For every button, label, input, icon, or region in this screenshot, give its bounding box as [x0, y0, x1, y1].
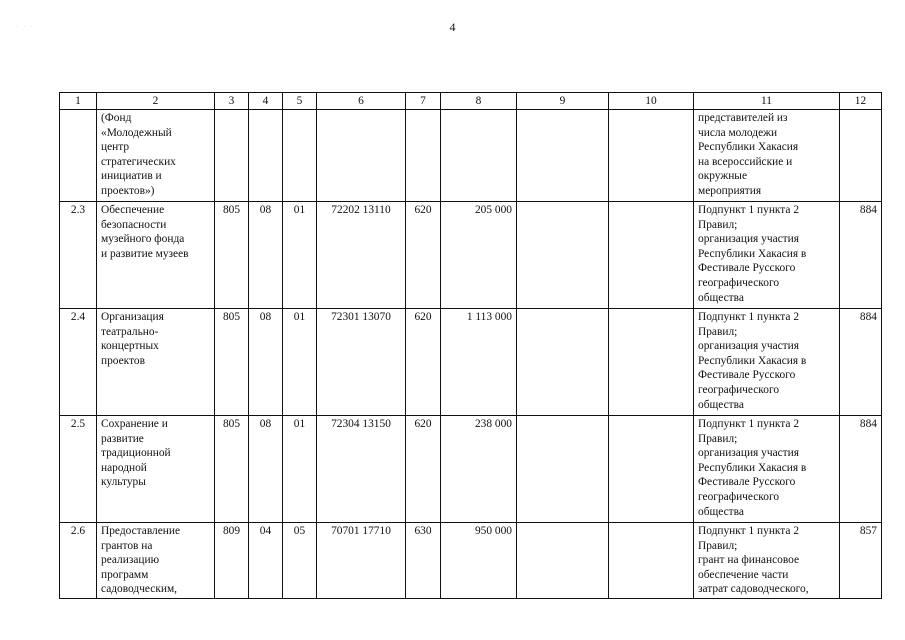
col-header-12: 12 [840, 93, 882, 110]
basis-text: представителей из числа молодежи Республики Хакасия на всероссийские и окружные мероприятия [694, 110, 840, 202]
code-3: 805 [215, 202, 249, 309]
col-12-value: 884 [840, 416, 882, 523]
event-name: Организация театрально- концертных проектов [97, 309, 215, 416]
code-5: 01 [283, 416, 317, 523]
code-6: 72202 13110 [317, 202, 406, 309]
code-4: 08 [249, 309, 283, 416]
code-5: 01 [283, 309, 317, 416]
table-row [60, 523, 882, 599]
basis-text: Подпункт 1 пункта 2 Правил; организация участия Республики Хакасия в Фестивале Русского географического общества [694, 309, 840, 416]
col-header-8: 8 [441, 93, 517, 110]
row-number: 2.4 [60, 309, 97, 416]
col-9-value [517, 202, 609, 309]
code-7 [406, 110, 441, 202]
code-7: 620 [406, 416, 441, 523]
col-10-value [609, 202, 694, 309]
col-10-value [609, 523, 694, 599]
col-header-2: 2 [97, 93, 215, 110]
code-7: 620 [406, 202, 441, 309]
code-4: 08 [249, 202, 283, 309]
event-name: Предоставление грантов на реализацию программ садоводческим, [97, 523, 215, 599]
page-number: 4 [449, 20, 456, 34]
col-header-9: 9 [517, 93, 609, 110]
code-3 [215, 110, 249, 202]
code-6: 72304 13150 [317, 416, 406, 523]
row-number: 2.3 [60, 202, 97, 309]
event-name: (Фонд «Молодежный центр стратегических инициатив и проектов») [97, 110, 215, 202]
col-12-value [840, 110, 882, 202]
col-9-value [517, 523, 609, 599]
amount: 238 000 [441, 416, 517, 523]
col-header-6: 6 [317, 93, 406, 110]
event-name: Обеспечение безопасности музейного фонда и развитие музеев [97, 202, 215, 309]
row-number: 2.5 [60, 416, 97, 523]
code-4: 04 [249, 523, 283, 599]
amount [441, 110, 517, 202]
code-4 [249, 110, 283, 202]
col-header-3: 3 [215, 93, 249, 110]
col-10-value [609, 416, 694, 523]
table-row [60, 202, 882, 309]
col-10-value [609, 110, 694, 202]
col-header-1: 1 [60, 93, 97, 110]
col-header-5: 5 [283, 93, 317, 110]
code-5: 05 [283, 523, 317, 599]
col-header-7: 7 [406, 93, 441, 110]
budget-table [59, 92, 882, 599]
col-12-value: 857 [840, 523, 882, 599]
basis-text: Подпункт 1 пункта 2 Правил; грант на финансовое обеспечение части затрат садоводческого, [694, 523, 840, 599]
code-3: 805 [215, 309, 249, 416]
amount: 1 113 000 [441, 309, 517, 416]
table-row [60, 110, 882, 202]
col-header-10: 10 [609, 93, 694, 110]
row-number [60, 110, 97, 202]
code-6: 70701 17710 [317, 523, 406, 599]
event-name: Сохранение и развитие традиционной народной культуры [97, 416, 215, 523]
code-6: 72301 13070 [317, 309, 406, 416]
col-9-value [517, 110, 609, 202]
col-10-value [609, 309, 694, 416]
scan-marks: · · · [16, 24, 35, 30]
table-row [60, 416, 882, 523]
basis-text: Подпункт 1 пункта 2 Правил; организация участия Республики Хакасия в Фестивале Русского географического общества [694, 416, 840, 523]
code-7: 630 [406, 523, 441, 599]
code-7: 620 [406, 309, 441, 416]
code-5: 01 [283, 202, 317, 309]
row-number: 2.6 [60, 523, 97, 599]
code-6 [317, 110, 406, 202]
code-3: 805 [215, 416, 249, 523]
col-12-value: 884 [840, 309, 882, 416]
col-header-11: 11 [694, 93, 840, 110]
code-3: 809 [215, 523, 249, 599]
col-9-value [517, 309, 609, 416]
col-header-4: 4 [249, 93, 283, 110]
header-row [60, 93, 882, 110]
code-5 [283, 110, 317, 202]
amount: 950 000 [441, 523, 517, 599]
amount: 205 000 [441, 202, 517, 309]
code-4: 08 [249, 416, 283, 523]
col-9-value [517, 416, 609, 523]
basis-text: Подпункт 1 пункта 2 Правил; организация участия Республики Хакасия в Фестивале Русского географического общества [694, 202, 840, 309]
table-row [60, 309, 882, 416]
col-12-value: 884 [840, 202, 882, 309]
